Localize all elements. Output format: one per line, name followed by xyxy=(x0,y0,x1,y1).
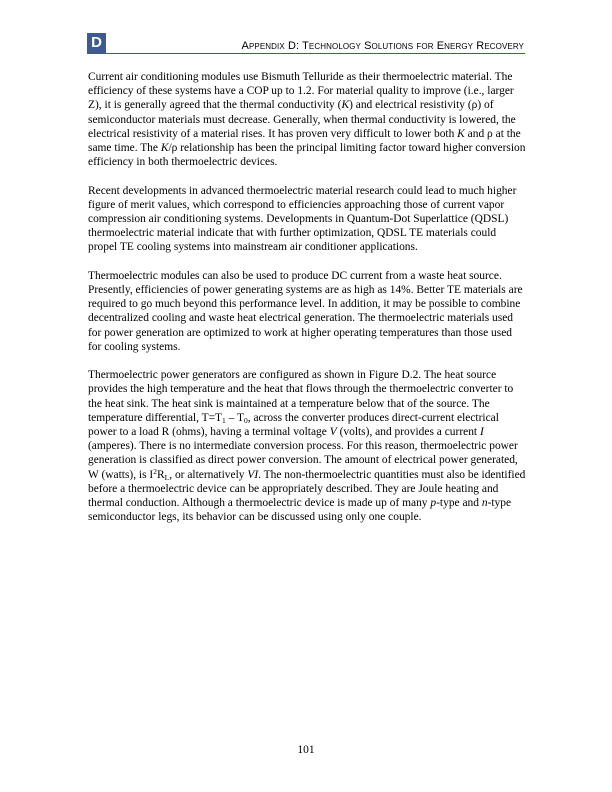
body-text xyxy=(88,70,526,539)
appendix-badge: D xyxy=(87,33,106,53)
running-header: Appendix D: Technology Solutions for Energy Recovery xyxy=(241,40,524,52)
paragraph-1: Current air conditioning modules use Bismuth Telluride as their thermoelectric material. The efficiency of these systems have a COP up to 1.2. For material quality to improve (i.e., larger Z), it is generally agreed that the thermal conductivity (K) and electrical resistivity (ρ) of semiconductor materials must decrease. Generally, when thermal conductivity is lowered, the electrical resistivity of a material rises. It has proven very difficult to lower both K and ρ at the same time. The K/ρ relationship has been the principal limiting factor toward higher conversion efficiency in both thermoelectric devices. xyxy=(88,71,526,169)
paragraph-2: Recent developments in advanced thermoelectric material research could lead to much higher figure of merit values, which correspond to efficiencies approaching those of current vapor compression air conditioning systems. Developments in Quantum-Dot Superlattice (QDSL) thermoelectric material indicate that with further optimization, QDSL TE materials could propel TE cooling systems into mainstream air conditioner applications. xyxy=(88,184,517,254)
paragraph-4: Thermoelectric power generators are configured as shown in Figure D.2. The heat source provides the high temperature and the heat that flows through the thermoelectric converter to the heat sink. The heat sink is maintained at a temperature below that of the source. The temperature differential, $T=T_1 - T_0$, across the converter produces direct-current electrical power to a load R (ohms), having a terminal voltage V (volts), and provides a current I (amperes). There is no intermediate conversion process. For this reason, thermoelectric power generation is classified as direct power conversion. The amount of electrical power generated, W (watts), is $I^2R_L$, or alternatively VI. The non-thermoelectric quantities must also be identified before a thermoelectric device can be appropriately described. They are Joule heating and thermal conduction. Although a thermoelectric device is made up of many p-type and n-type semiconductor legs, its behavior can be discussed using only one couple. xyxy=(88,369,526,524)
paragraph-3: Thermoelectric modules can also be used to produce DC current from a waste heat source. Presently, efficiencies of power generating systems are as high as 14%. Better TE materials are required to go much beyond this performance level. In addition, it may be possible to combine decentralized cooling and waste heat electrical generation. The thermoelectric materials used for power generation are optimized to work at higher operating temperatures than those used for cooling systems. xyxy=(88,269,523,353)
page-number: 101 xyxy=(297,744,315,756)
header-rule xyxy=(87,53,525,54)
